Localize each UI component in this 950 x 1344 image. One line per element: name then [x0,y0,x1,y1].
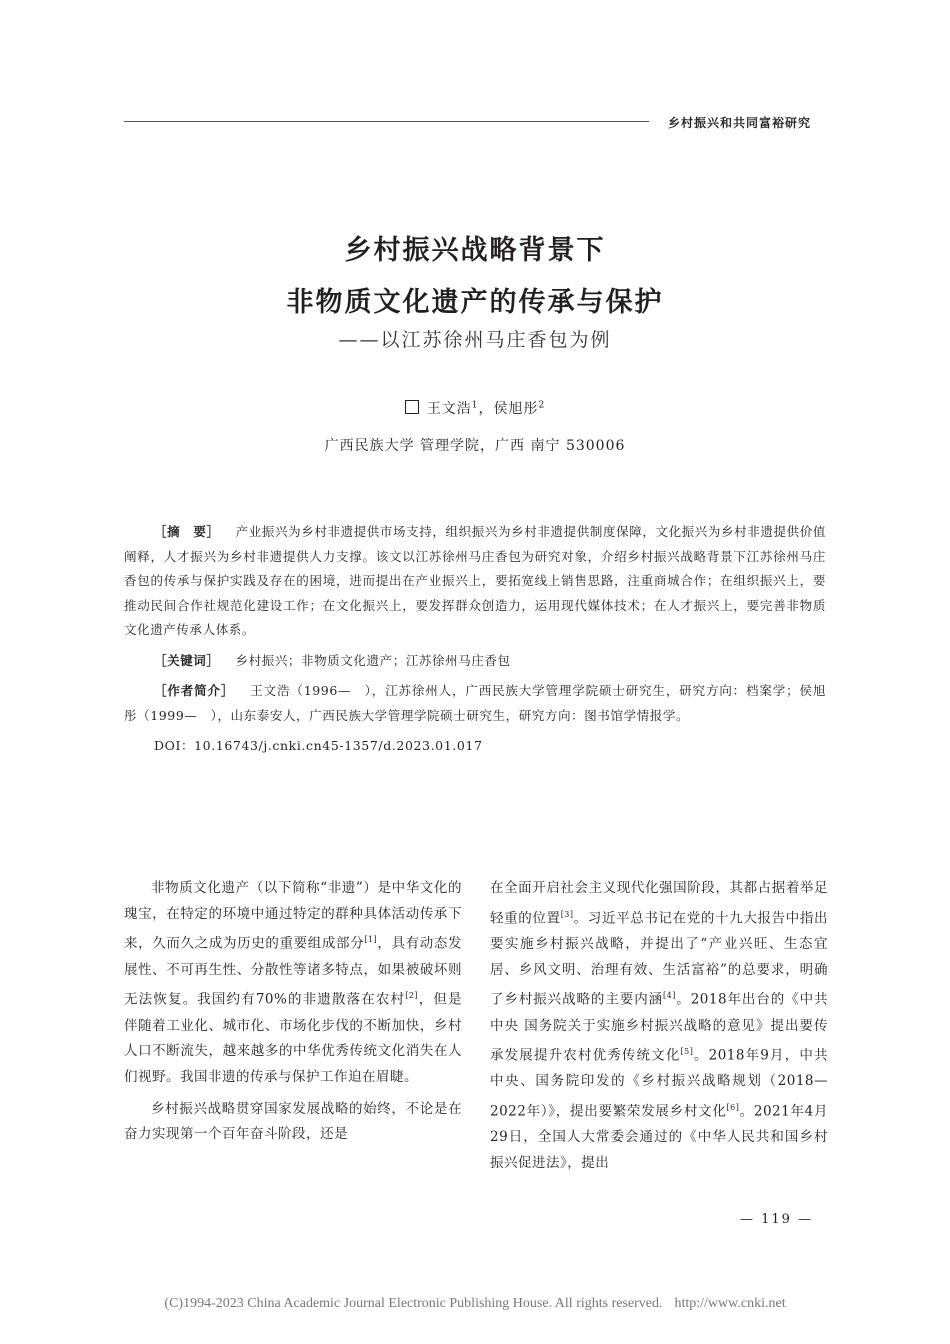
title-line-2: 非物质文化遗产的传承与保护 [286,287,664,318]
abstract-block [124,520,826,761]
body-text: 。2018年出台的《中共中央 国务院关于实施乡村振兴战略的意见》提出要传承发展提升农村优秀传统文化 [490,991,829,1064]
author-info-label: ［作者简介］ [154,683,235,698]
abstract-paragraph [124,520,826,643]
title-line-1: 乡村振兴战略背景下 [344,235,606,266]
copyright-notice: (C)1994-2023 China Academic Journal Electronic Publishing House. All rights reserved. [164,1296,663,1311]
body-text: 。习近平总书记在党的十九大报告中指出要实施乡村振兴战略，并提出了“产业兴旺、生态宜居、乡风文明、治理有效、生活富裕”的总要求，明确了乡村振兴战略的主要内涵 [490,910,829,1008]
citation-3[interactable]: [3] [560,909,574,919]
abstract-text: 产业振兴为乡村非遗提供市场支持，组织振兴为乡村非遗提供制度保障，文化振兴为乡村非遗提供价值阐释，人才振兴为乡村非遗提供人力支撑。该文以江苏徐州马庄香包为研究对象，介绍乡村振兴战略背景下江苏徐州马庄香包的传承与保护实践及存在的困境，进而提出在产业振兴上，要拓宽线上销售思路，注重商城合作；在组织振兴上，要推动民间合作社规范化建设工作；在文化振兴上，要发挥群众创造力，运用现代媒体技术；在人才振兴上，要完善非物质文化遗产传承人体系。 [124,524,826,637]
footer [0,1296,950,1312]
keywords-label: ［关键词］ [154,652,220,668]
body-column-right [490,876,828,1177]
body-text: ，但是伴随着工业化、城市化、市场化步伐的不断加快，乡村人口不断流失，越来越多的中华优秀传统文化消失在人们视野。我国非遗的传承与保护工作迫在眉睫。 [124,991,462,1085]
body-paragraph-1 [124,876,462,1091]
body-column-left [124,876,462,1148]
author-1: 王文浩 [426,401,472,417]
author-1-mark: 1 [471,400,479,411]
body-text: ，具有动态发展性、不可再生性、分散性等诸多特点，如果被破坏则无法恢复。我国约有70%的非遗散落在农村 [124,935,463,1008]
author-line [0,398,950,418]
body-paragraph-2: 乡村振兴战略贯穿国家发展战略的始终，不论是在奋力实现第一个百年奋斗阶段，还是 [124,1100,462,1143]
author-separator: ， [478,401,494,417]
doi: DOI：10.16743/j.cnki.cn45-1357/d.2023.01.017 [154,738,483,753]
author-info-paragraph [124,679,826,728]
citation-2[interactable]: [2] [405,991,419,1001]
author-2-mark: 2 [538,400,546,411]
author-box-icon [405,400,419,414]
body-text: 非物质文化遗产（以下简称“非遗”）是中华文化的瑰宝，在特定的环境中通过特定的群种具体活动传承下来，久而久之成为历史的重要组成部分 [124,880,462,952]
author-2: 侯旭彤 [493,401,539,417]
subtitle: ——以江苏徐州马庄香包为例 [338,329,612,351]
author-info-text: 王文浩（1996— ），江苏徐州人，广西民族大学管理学院硕士研究生，研究方向：档案学；侯旭彤（1999— ），山东泰安人，广西民族大学管理学院硕士研究生，研究方向：图书馆学情报学。 [124,683,826,723]
page-number: — 119 — [740,1212,814,1227]
keywords-paragraph [124,649,826,674]
citation-1[interactable]: [1] [364,935,378,945]
citation-6[interactable]: [6] [726,1103,740,1113]
body-text: 在全面开启社会主义现代化强国阶段，其都占据着举足轻重的位置 [490,880,828,927]
abstract-label: ［摘 要］ [154,524,220,539]
footer-url[interactable]: http://www.cnki.net [674,1296,786,1311]
header-rule [124,121,649,122]
keywords-text: 乡村振兴；非物质文化遗产；江苏徐州马庄香包 [235,652,511,668]
citation-4[interactable]: [4] [663,991,676,1001]
body-text: 。2018年9月，中共中央、国务院印发的《乡村振兴战略规划（2018—2022年）》，提出要繁荣发展乡村文化 [490,1047,828,1120]
body-text: 。2021年4月29日，全国人大常委会通过的《中华人民共和国乡村振兴促进法》，提出 [490,1103,828,1172]
citation-5[interactable]: [5] [680,1047,694,1057]
section-header: 乡村振兴和共同富裕研究 [668,116,812,130]
body-paragraph-continued [490,876,828,1177]
affiliation: 广西民族大学 管理学院，广西 南宁 530006 [324,438,626,454]
